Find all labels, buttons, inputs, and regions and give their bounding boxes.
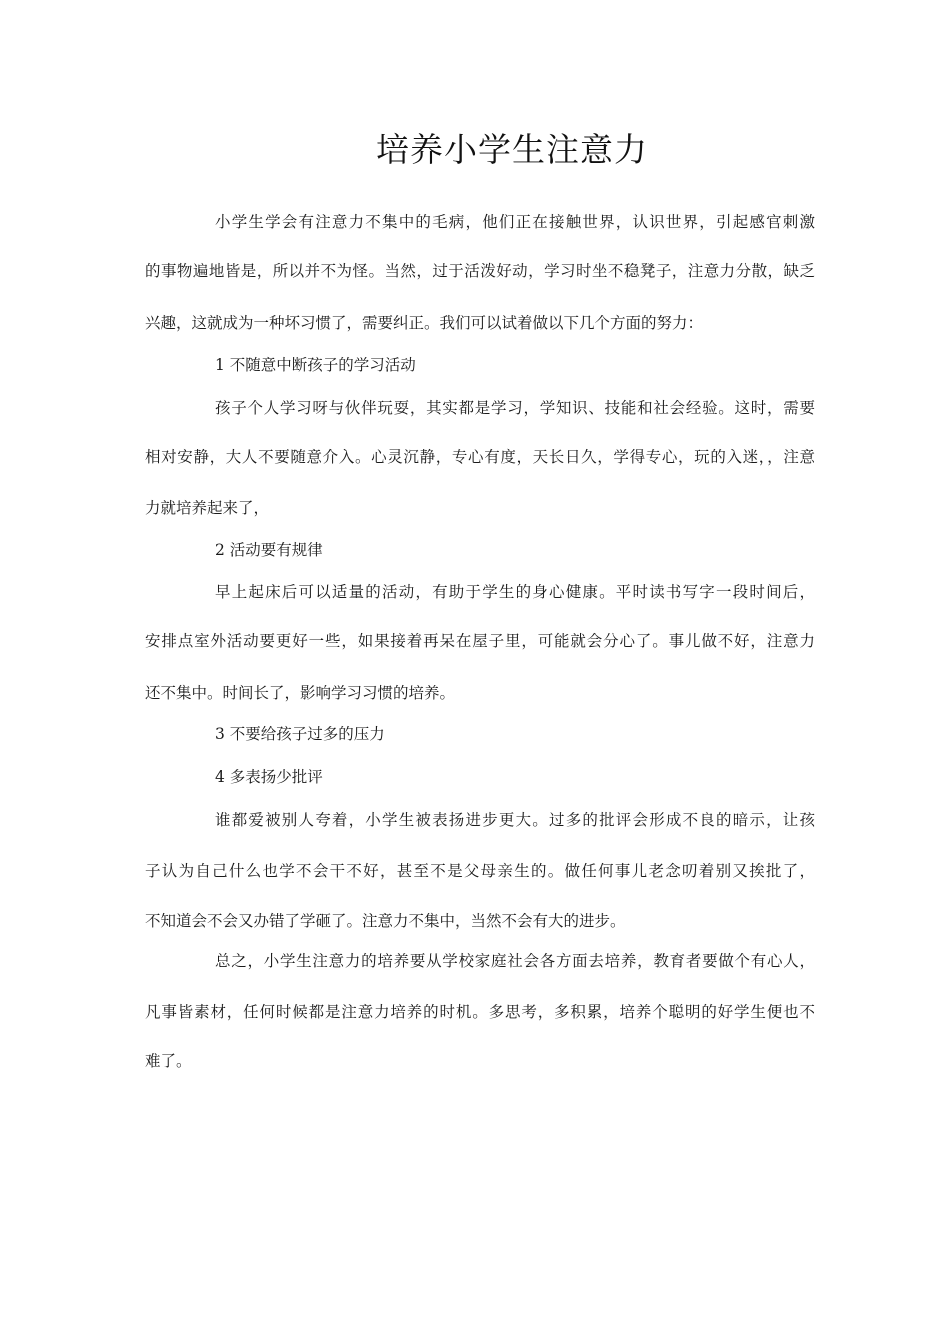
paragraph-2-line-1: 孩子个人学习呀与伙伴玩耍，其实都是学习，学知识、技能和社会经验。这时，需要 [215, 399, 815, 417]
paragraph-2-line-2: 相对安静，大人不要随意介入。心灵沉静，专心有度，天长日久，学得专心，玩的入迷，，注意 [145, 448, 815, 466]
section-heading-4: 4 多表扬少批评 [215, 768, 323, 786]
paragraph-1-line-2: 的事物遍地皆是，所以并不为怪。当然，过于活泼好动，学习时坐不稳凳子，注意力分散，缺乏 [145, 262, 815, 280]
paragraph-3-line-3: 还不集中。时间长了，影响学习习惯的培养。 [145, 684, 456, 702]
paragraph-3-line-1: 早上起床后可以适量的活动，有助于学生的身心健康。平时读书写字一段时间后， [215, 583, 815, 601]
paragraph-4-line-1: 谁都爱被别人夸着，小学生被表扬进步更大。过多的批评会形成不良的暗示，让孩 [215, 811, 815, 829]
section-heading-3: 3 不要给孩子过多的压力 [215, 725, 385, 743]
paragraph-5-line-3: 难了。 [145, 1052, 192, 1070]
paragraph-1-line-3: 兴趣，这就成为一种坏习惯了，需要纠正。我们可以试着做以下几个方面的努力： [145, 314, 704, 332]
paragraph-4-line-2: 子认为自己什么也学不会干不好，甚至不是父母亲生的。做任何事儿老念叨着别又挨批了， [145, 862, 815, 880]
paragraph-1-line-1: 小学生学会有注意力不集中的毛病，他们正在接触世界，认识世界，引起感官刺激 [215, 213, 815, 231]
paragraph-5-line-1: 总之，小学生注意力的培养要从学校家庭社会各方面去培养，教育者要做个有心人， [215, 952, 815, 970]
paragraph-4-line-3: 不知道会不会又办错了学砸了。注意力不集中，当然不会有大的进步。 [145, 912, 626, 930]
paragraph-2-line-3: 力就培养起来了， [145, 499, 270, 517]
paragraph-5-line-2: 凡事皆素材，任何时候都是注意力培养的时机。多思考，多积累，培养个聪明的好学生便也不 [145, 1003, 815, 1021]
paragraph-3-line-2: 安排点室外活动要更好一些，如果接着再呆在屋子里，可能就会分心了。事儿做不好，注意力 [145, 632, 815, 650]
section-heading-1: 1 不随意中断孩子的学习活动 [215, 356, 416, 374]
document-title: 培养小学生注意力 [376, 130, 648, 169]
section-heading-2: 2 活动要有规律 [215, 541, 323, 559]
